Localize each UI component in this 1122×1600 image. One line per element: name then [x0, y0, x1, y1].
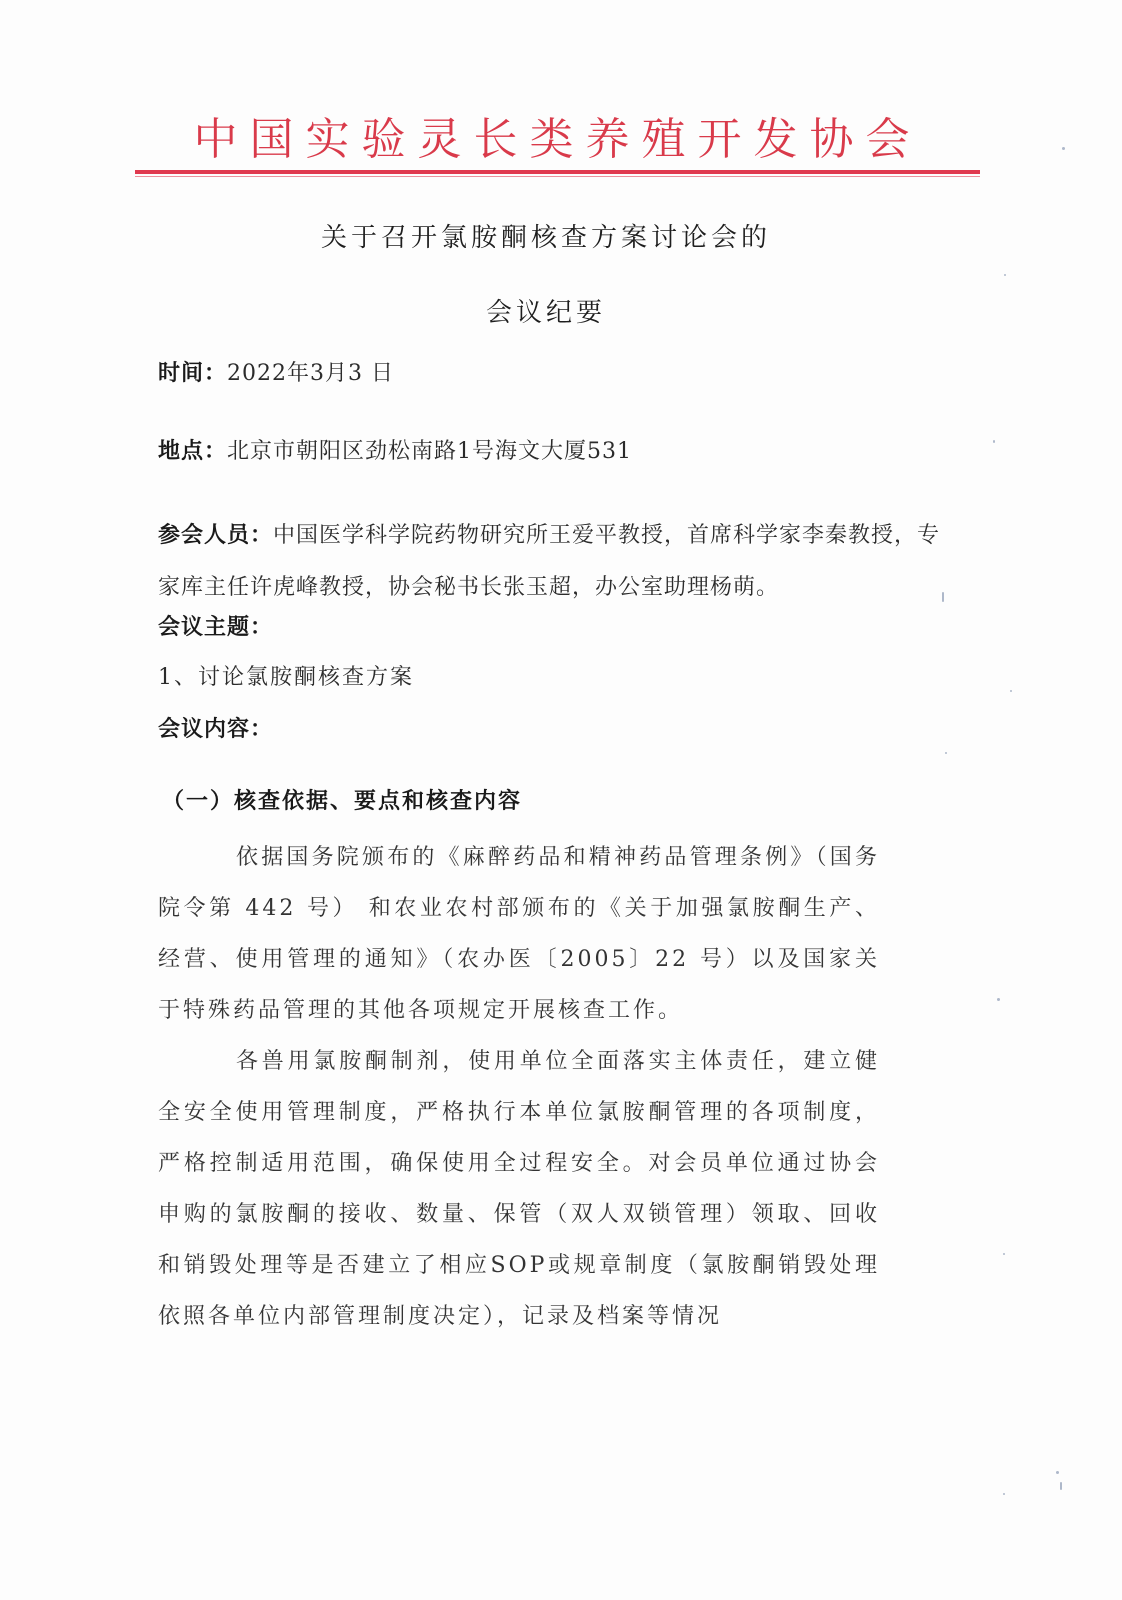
document-title-line-1: 关于召开氯胺酮核查方案讨论会的 [320, 223, 771, 253]
scan-speck [1003, 1253, 1005, 1255]
section-title: （一）核查依据、要点和核查内容 [162, 789, 523, 814]
scan-speck [942, 592, 944, 602]
meeting-time [158, 358, 394, 390]
attendees-label: 参会人员： [158, 523, 274, 548]
meeting-time-value: 2022年3月3 日 [227, 361, 394, 386]
body-paragraph: 依据国务院颁布的《麻醉药品和精神药品管理条例》（国务院令第 442 号） 和农业农村部颁布的《关于加强氯胺酮生产、经营、使用管理的通知》（农办医〔2005〕22 号）以及国家关于特殊药品管理的其他各项规定开展核查工作。 [158, 845, 880, 1023]
letterhead-red-rule [135, 170, 980, 174]
scan-speck [1004, 274, 1006, 276]
meeting-content-label: 会议内容： [158, 717, 274, 742]
meeting-place-label: 地点： [158, 439, 228, 464]
meeting-attendees [158, 510, 948, 614]
letterhead-org-name: 中国实验灵长类养殖开发协会 [193, 114, 922, 165]
scan-speck [1003, 1493, 1005, 1495]
document-title-line-2: 会议纪要 [485, 298, 606, 328]
letterhead-red-rule-thin [135, 176, 980, 177]
meeting-place [158, 436, 632, 468]
scan-speck [1010, 690, 1012, 692]
scan-speck [945, 752, 947, 754]
scan-speck [1062, 147, 1065, 150]
scan-speck [1056, 1471, 1059, 1474]
scan-speck [1060, 1482, 1062, 1490]
attendees-value: 中国医学科学院药物研究所王爱平教授，首席科学家李秦教授，专家库主任许虎峰教授，协会秘书长张玉超，办公室助理杨萌。 [158, 523, 941, 600]
scan-speck [997, 998, 1000, 1001]
body-paragraph: 各兽用氯胺酮制剂，使用单位全面落实主体责任，建立健全安全使用管理制度，严格执行本单位氯胺酮管理的各项制度，严格控制适用范围，确保使用全过程安全。对会员单位通过协会申购的氯胺酮的接收、数量、保管（双人双锁管理）领取、回收和销毁处理等是否建立了相应SOP或规章制度（氯胺酮销毁处理依照各单位内部管理制度决定），记录及档案等情况 [158, 1049, 880, 1329]
meeting-topic-item: 1、讨论氯胺酮核查方案 [158, 665, 414, 690]
meeting-place-value: 北京市朝阳区劲松南路1号海文大厦531 [227, 439, 633, 464]
meeting-topic-label: 会议主题： [158, 615, 274, 640]
scan-speck [993, 440, 995, 443]
meeting-time-label: 时间： [158, 361, 228, 386]
